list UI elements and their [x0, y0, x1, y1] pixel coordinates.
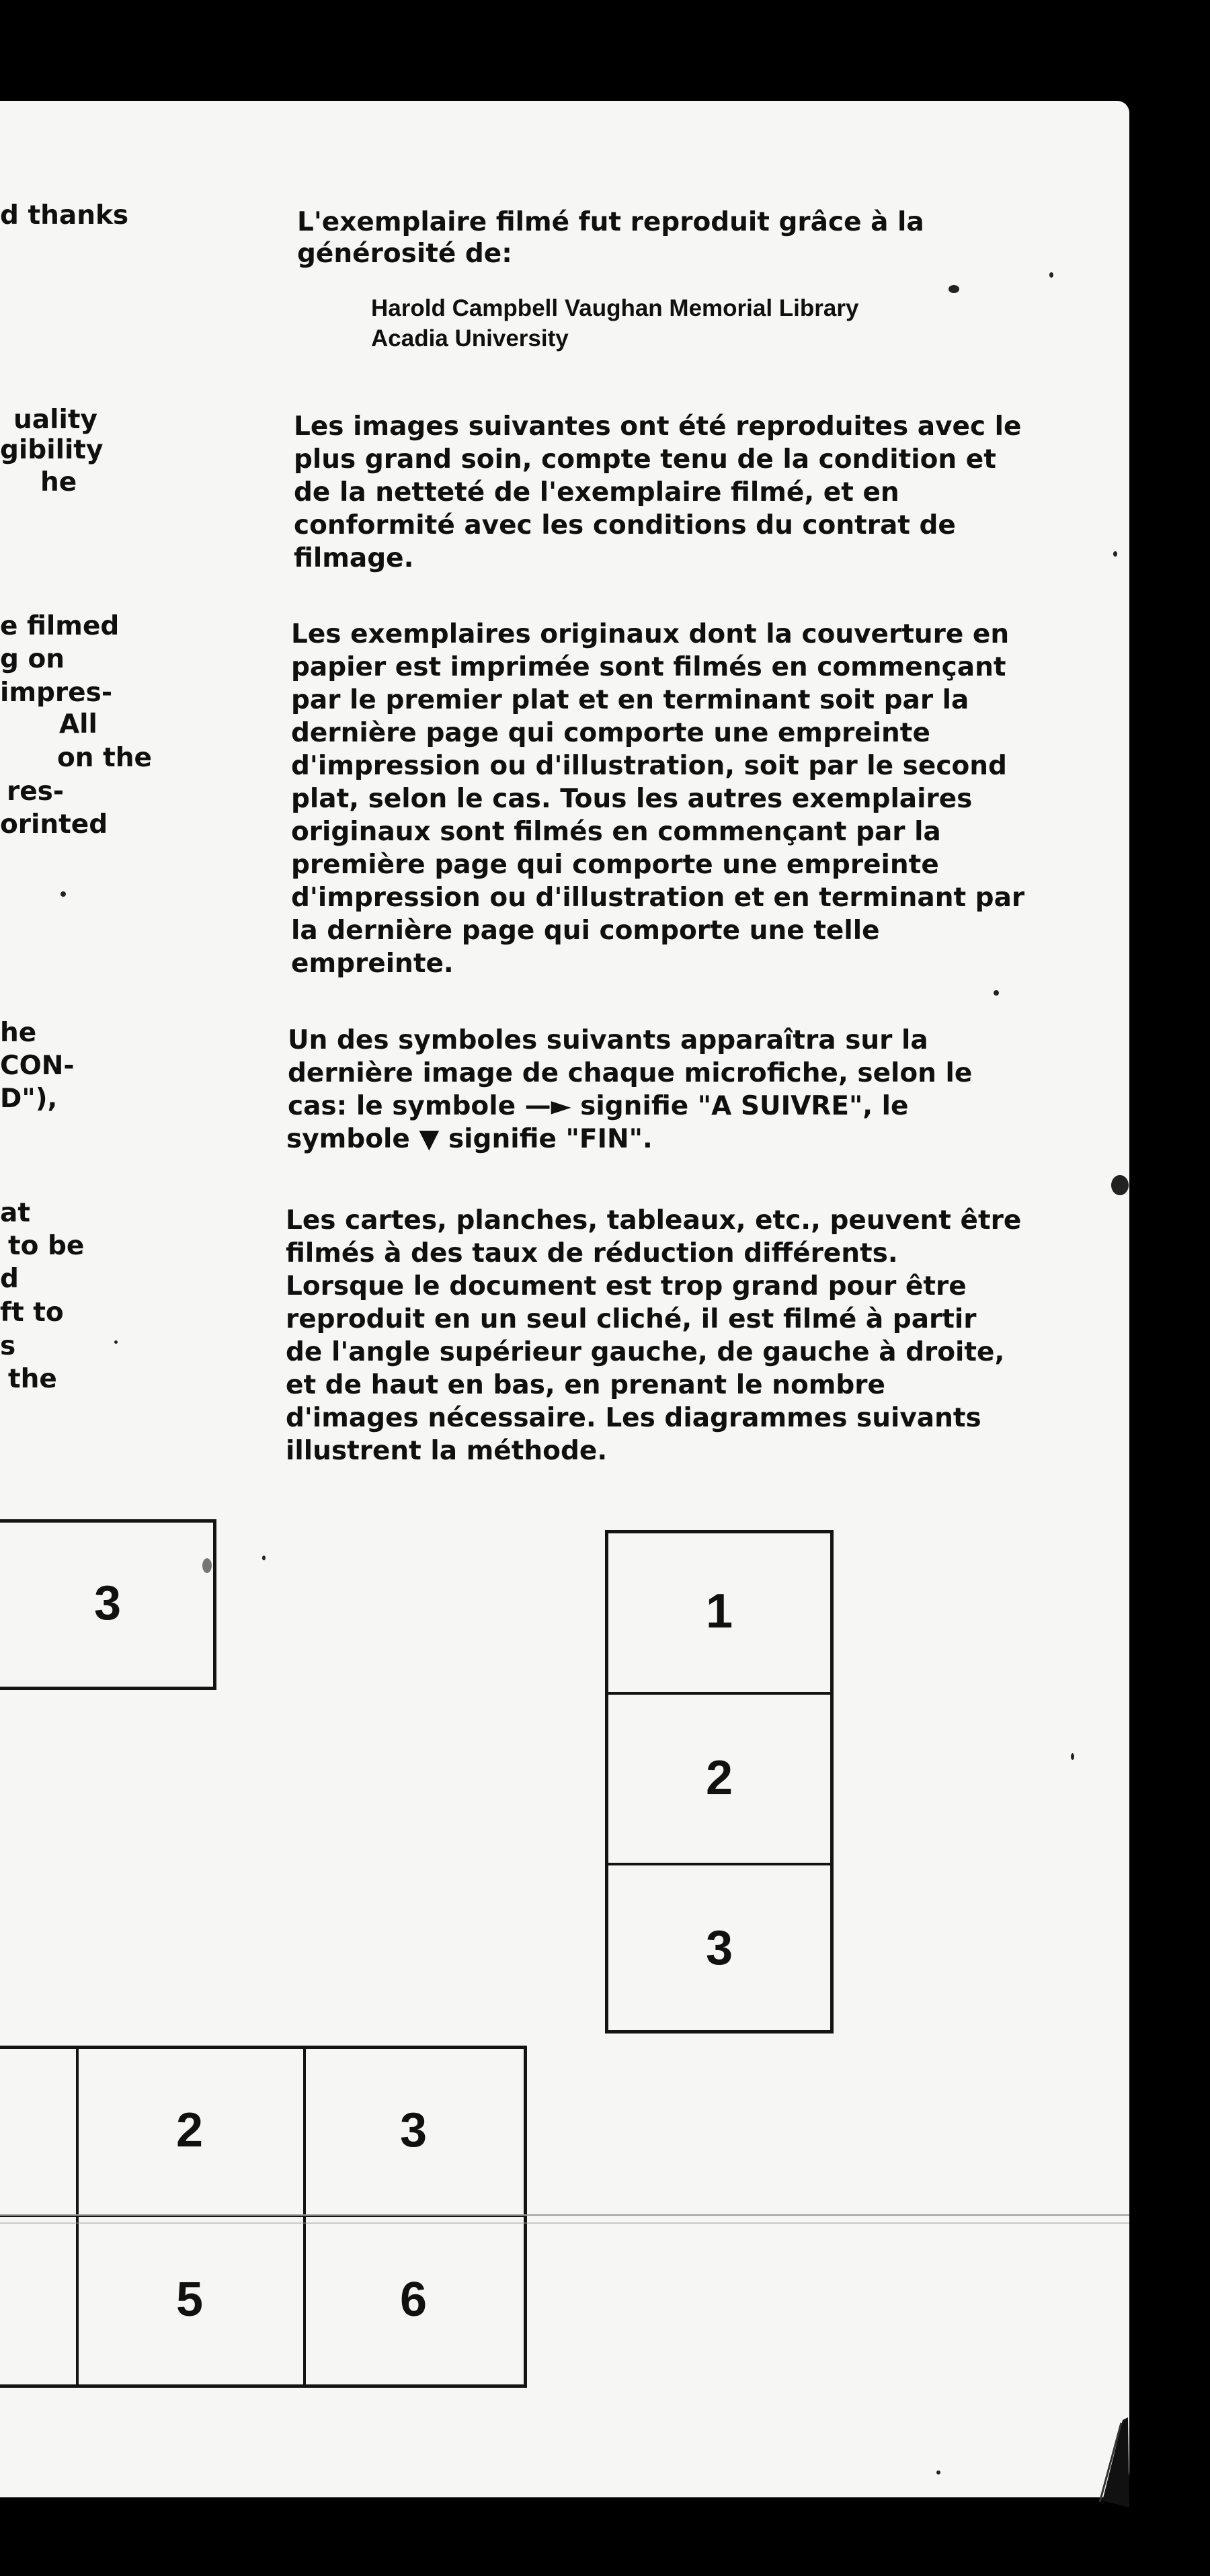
scan-speck	[949, 285, 959, 293]
left-fragment-6: g on	[0, 644, 65, 674]
left-fragment-8: All	[59, 709, 97, 739]
diagram-column-cell-2: 2	[605, 1693, 834, 1865]
scan-speck	[114, 1340, 118, 1344]
diagram-column-cell-1: 1	[605, 1530, 834, 1695]
left-fragment-4: he	[40, 467, 77, 497]
symbols-line-2: dernière image de chaque microfiche, selon le	[288, 1058, 973, 1088]
page-curl-shadow	[1035, 2413, 1129, 2507]
diagram-grid-cell-5: 5	[76, 2214, 306, 2384]
symbols-line-3-start: cas: le symbole	[288, 1091, 525, 1121]
left-fragment-10: res-	[7, 776, 65, 807]
diagram-grid-cell-1	[0, 2046, 79, 2217]
intro-line-2: générosité de:	[297, 239, 512, 269]
left-fragment-15: at	[0, 1198, 30, 1228]
scan-speck	[61, 891, 66, 897]
left-fragment-16: to be	[8, 1231, 85, 1261]
diagram-row-cell-3: 3	[93, 1576, 122, 1630]
scan-speck	[1071, 1753, 1074, 1760]
symbols-line-3-end: signifie "A SUIVRE", le	[571, 1091, 909, 1121]
scan-speck	[936, 2470, 940, 2474]
left-fragment-19: s	[0, 1331, 16, 1361]
left-fragment-5: e filmed	[0, 611, 120, 641]
paragraph-originals: Les exemplaires originaux dont la couverture en papier est imprimée sont filmés en commençant par le premier plat et en terminant soit par la dernière page qui comporte une empreinte d'impression ou d'illustration, soit par le second plat, selon le cas. Tous les autres exemplaires originaux sont filmés en commençant par la première page qui comporte une empreinte d'impression ou d'illustration et en terminant par la dernière page qui comporte une telle empreinte.	[291, 619, 1025, 979]
library-university: Acadia University	[371, 325, 569, 352]
diagram-grid-cell-6: 6	[399, 2272, 428, 2327]
left-fragment-2: uality	[13, 405, 97, 435]
left-fragment-1: d thanks	[0, 200, 129, 231]
library-name: Harold Campbell Vaughan Memorial Library	[371, 295, 859, 321]
left-fragment-7: impres-	[0, 678, 113, 708]
symbols-line-4-end: signifie "FIN".	[439, 1124, 653, 1154]
left-fragment-9: on the	[57, 743, 152, 773]
diagram-grid-cell-3: 3	[303, 2046, 524, 2217]
paragraph-reproduction: Les images suivantes ont été reproduites avec le plus grand soin, compte tenu de la condition et de la netteté de l'exemplaire filmé, et en conformité avec les conditions du contrat de filmage.	[294, 411, 1022, 573]
paragraph-maps: Les cartes, planches, tableaux, etc., peuvent être filmés à des taux de réduction différents. Lorsque le document est trop grand pour être reproduit en un seul cliché, il est filmé à partir de l'angle supérieur gauche, de gauche à droite, et de haut en bas, en prenant le nombre d'images nécessaire. Les diagrammes suivants illustrent la méthode.	[286, 1205, 1022, 1466]
diagram-grid-cell-4	[0, 2214, 79, 2384]
left-fragment-14: D"),	[0, 1084, 58, 1114]
symbols-line-4-start: symbole	[286, 1124, 419, 1154]
intro-line-1: L'exemplaire filmé fut reproduit grâce à la	[297, 207, 924, 237]
arrow-icon: —►	[524, 1091, 571, 1121]
scan-speck	[1113, 551, 1117, 557]
left-fragment-18: ft to	[0, 1297, 64, 1328]
scan-speck	[994, 990, 999, 996]
left-fragment-20: the	[8, 1364, 57, 1394]
scan-line	[0, 2214, 1129, 2216]
end-triangle-icon: ▼	[419, 1124, 440, 1154]
left-fragment-17: d	[0, 1264, 19, 1294]
symbols-line-3	[288, 1090, 909, 1123]
symbols-line-4	[286, 1123, 653, 1156]
left-fragment-11: orinted	[0, 809, 108, 840]
left-fragment-3: gibility	[0, 435, 104, 465]
scan-speck	[1049, 272, 1053, 278]
diagram-grid-cell-2: 2	[76, 2046, 306, 2217]
symbols-line-1: Un des symboles suivants apparaîtra sur la	[288, 1025, 928, 1055]
diagram-column-cell-3: 3	[705, 1921, 733, 1975]
scan-speck	[262, 1556, 266, 1560]
left-fragment-12: he	[0, 1018, 37, 1048]
left-fragment-13: CON-	[0, 1051, 75, 1081]
scan-speck	[1111, 1175, 1129, 1195]
scan-line	[0, 2222, 1129, 2224]
scan-speck	[202, 1558, 212, 1573]
